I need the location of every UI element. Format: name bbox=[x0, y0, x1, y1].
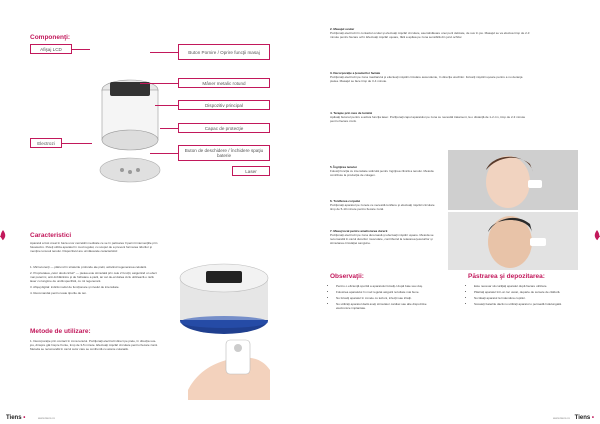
label-electrodes: Electrozi bbox=[30, 138, 62, 148]
brand-logo: Tiens • bbox=[6, 415, 26, 421]
usage-title: Metode de utilizare: bbox=[30, 328, 91, 335]
s4-text: Apăsaţi butonul pentru a activa funcţia laser. Poziţionaţi capul aparatului pe zona ce necesită tratament, la o distanţă de 1-2 cm, timp de 2-3 minute pentru fiecare zonă. bbox=[330, 114, 526, 123]
observation-item: • Folosirea aparatului în mod regulat asigură rezultate mai bune. bbox=[336, 291, 435, 295]
features-item: 4. Recomandat pentru toate tipurile de ten. bbox=[30, 290, 87, 295]
s5-title: 5. Îngrijirea tenului bbox=[330, 165, 357, 169]
s7-title: 7. Masaj local pentru ameliorarea durerii bbox=[330, 229, 388, 233]
s3-title: 3. Decorporaţie a ţesuturilor faciale bbox=[330, 71, 381, 75]
features-item: 3. Afişaj digital: indică modul de funcţionare şi nivelul de intensitate. bbox=[30, 284, 120, 289]
features-item: 1. Microcurenţi — pătrund în straturile profunde ale pielii, activând regenerarea celulară. bbox=[30, 265, 147, 269]
observation-item: • Nu utilizaţi aparatul dacă aveţi stimulator cardiac sau alte dispozitive electronice implantate. bbox=[336, 303, 435, 311]
s2-text: Poziţionaţi electrozii în contactul ocular şi efectuaţi mişcări circulare, asemănătoare unei perii delicate, de sus în jos. Masajul se va efectua timp de 2-3 minute pentru fiecare ochi. Efectuaţi mişcări uşoare, fără a apăsa pe zona sensibilă din jurul ochilor. bbox=[330, 30, 530, 39]
observations-title: Observaţii: bbox=[330, 273, 364, 280]
leader-line bbox=[150, 153, 178, 154]
leader-line bbox=[140, 83, 178, 84]
section-care bbox=[330, 166, 435, 178]
label-laser: Laser bbox=[232, 166, 270, 176]
features-title: Caracteristici bbox=[30, 232, 72, 239]
leader-line bbox=[150, 52, 178, 53]
footer-url: www.tiens.ro bbox=[552, 416, 570, 420]
observation-item: • Nu folosiţi aparatul în zonele cu leziuni, infecţii sau iritaţii. bbox=[336, 297, 435, 301]
section-body bbox=[330, 200, 435, 212]
flower-icon bbox=[0, 228, 10, 242]
face-photo-woman bbox=[448, 150, 578, 210]
leader-line bbox=[155, 105, 178, 106]
hand-photo bbox=[178, 330, 278, 400]
footer-url: www.tiens.ro bbox=[38, 416, 56, 420]
storage-item: • Nu lăsaţi aparatul la îndemâna copiilor. bbox=[474, 297, 573, 301]
section-pain bbox=[330, 230, 435, 246]
storage-item: • Este necesar să curăţaţi aparatul după fiecare utilizare. bbox=[474, 285, 573, 289]
leader-line bbox=[62, 143, 92, 144]
right-page bbox=[300, 0, 600, 424]
s7-text: Poziţionaţi electrozii pe zona dureroasă şi efectuaţi mişcări uşoare. Metoda se recomandă în cazul durerilor musculare, contribuind la relaxarea ţesuturilor şi stimularea circulaţiei sangvine. bbox=[330, 232, 434, 245]
components-title: Componenţi: bbox=[30, 34, 71, 41]
label-lcd: Afişaj LCD bbox=[30, 44, 72, 54]
observations-list bbox=[330, 285, 435, 313]
observation-item: • Pentru o eficienţă sporită a aparatului folosiţi-l după baie sau duş. bbox=[336, 285, 435, 289]
label-power-button: Buton Pornire / Oprire funcţii masaj bbox=[178, 44, 270, 60]
storage-title: Păstrarea şi depozitarea: bbox=[468, 273, 545, 280]
leader-line bbox=[72, 49, 90, 50]
s3-text: Poziţionaţi electrozii pe zona maxilarului şi efectuaţi mişcări circulare ascendente, în direcţia urechilor. Folosiţi mişcări uşoare pentru a nu deranja pielea. Masajul se face timp de 3-4 minute. bbox=[330, 74, 523, 83]
label-metal-head: Mâner metalic rotund bbox=[178, 78, 270, 88]
face-photo-man bbox=[448, 212, 578, 270]
brand-name: Tiens bbox=[6, 415, 22, 421]
flower-icon bbox=[590, 228, 600, 242]
features-item: 2. Proprietatea „celor două cicluri” — pielea este stimulată prin cele 2 funcţii, asigurând un efect mai puternic, anti-îmbătrânire şi de hidratare a pielii, iar cel de-al doilea ciclu utilizează o rază laser cu lungime de undă specifică, cu rol regenerant. bbox=[30, 270, 157, 283]
storage-list bbox=[468, 285, 573, 309]
leader-line bbox=[160, 128, 178, 129]
section-facial bbox=[330, 72, 530, 84]
label-battery-button: Buton de deschidere / închidere spaţiu baterie bbox=[178, 145, 270, 161]
label-main-device: Dispozitiv principal bbox=[178, 100, 270, 110]
s6-title: 6. Tonifierea corpului bbox=[330, 199, 361, 203]
s6-text: Poziţionaţi aparatul pe zonele ce necesită tonifiere şi efectuaţi mişcări circulare timp de 5-10 minute pentru fiecare zonă. bbox=[330, 202, 435, 211]
s5-text: Folosiţi funcţia cu intensitate scăzută pentru îngrijirea zilnică a tenului. Metoda contribuie la producţia de colagen. bbox=[330, 168, 434, 177]
s4-title: 4. Terapie prin raze de lumină bbox=[330, 111, 372, 115]
storage-item: • Păstraţi aparatul într-un loc uscat, departe de sursele de căldură. bbox=[474, 291, 573, 295]
features-intro: Aparatul a fost creat în baza unor cercetări medicale ce se în palmares îl permit intervenţiile prin fotoelectro. Puteţi utiliza aparatul în mod regulat, cu scopul de a preveni formarea ridurilor şi menţine tonusul tenului. Dispozitivul are următoarele caracteristici: bbox=[30, 241, 158, 253]
s2-title: 2. Masajul ocular bbox=[330, 27, 355, 31]
section-light bbox=[330, 112, 530, 124]
brand-name: Tiens bbox=[574, 415, 591, 421]
section-eye-massage bbox=[330, 28, 530, 40]
features-list bbox=[30, 266, 158, 295]
brand-logo: Tiens • bbox=[574, 415, 594, 421]
storage-item: • Scoateţi bateriile dacă nu utilizaţi aparatul o perioadă îndelungată. bbox=[474, 303, 573, 307]
label-protective-cap: Capac de protecţie bbox=[178, 123, 270, 133]
usage-text: 1. Decorporaţie prin contact în zona tenului. Poziţionaţi electrozii direct pe piele, în direcţia sus-jos, dinspre gât înspre frunte, timp de 3-5 minute. Efectuaţi mişcări circulare pentru fiecare zonă. Metoda se recomandă în cazul celor care se confruntă cu atonie cutanată. bbox=[30, 339, 158, 351]
